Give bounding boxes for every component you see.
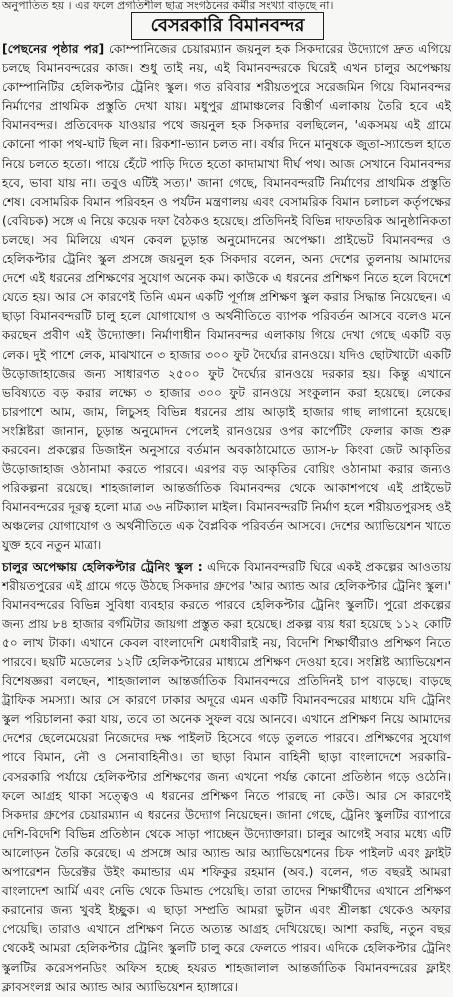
previous-article-tail: অনুপাতিত হয় । এর ফলে প্রগতিশীল ছাত্র সংগঠনের কর্মীর সংখ্যা বাড়ছে না। (2, 0, 334, 12)
paragraph-2 (2, 558, 451, 997)
continued-from-label: [পেছনের পৃষ্ঠার পর] (2, 42, 105, 56)
article-body (2, 40, 451, 994)
paragraph-1 (2, 40, 451, 556)
section-subhead: চালুর অপেক্ষায় হেলিকপ্টার ট্রেনিং স্কুল : (2, 559, 203, 574)
paragraph-1-text: কোম্পানিজের চেয়ারম্যান জয়নুল হক সিকদারের উদ্যোগে দ্রুত এগিয়ে চলছে বিমানবন্দরের কাজ। শুধু তাই নয়, এই বিমানবন্দরকে ঘিরেই এখন চালুর অপেক্ষায় কোম্পানিটির হেলিকপ্টার ট্রেনিং স্কুল। গত রবিবার শরীয়তপুরে সরেজমিন গিয়ে বিমানবন্দর নির্মাণের প্রাথমিক প্রস্তুতি দেখা যায়। মধুপুর গ্রামাঞ্চলের বিস্তীর্ণ এলাকায় তৈরি হবে এই বিমানবন্দর। প্রতিবেদক যাওয়ার পথে জয়নুল হক সিকদার বলছিলেন, 'একসময় এই গ্রামে কোনো পাকা পথ-ঘাট ছিল না। রিকশা-ভ্যান চলত না। বর্ষার দিনে মানুষকে জুতা-স্যান্ডেল হাতে নিয়ে চলতে হতো। পায়ে হেঁটে পাড়ি দিতে হতো কাদামাখা দীর্ঘ পথ। আজ সেখানে বিমানবন্দর হবে, ভাবা যায় না। তবুও এটিই সত্য।' জানা গেছে, বিমানবন্দরটি নির্মাণের প্রাথমিক প্রস্তুতি শেষ। বেসামরিক বিমান পরিবহন ও পর্যটন মন্ত্রণালয় এবং বেসামরিক বিমান চলাচল কর্তৃপক্ষের (বেবিচক) সঙ্গে এ নিয়ে কয়েক দফা বৈঠকও হয়েছে। প্রতিদিনই বিভিন্ন দাফতরিক আনুষ্ঠানিকতা চলছে। সব মিলিয়ে এখন কেবল চূড়ান্ত অনুমোদনের অপেক্ষা। প্রাইভেট বিমানবন্দর ও হেলিকপ্টার ট্রেনিং স্কুল প্রসঙ্গে জয়নুল হক সিকদার বলেন, অন্য দেশের তুলনায় আমাদের দেশে এই ধরনের প্রশিক্ষণের সুযোগ অনেক কম। কাউকে এ ধরনের প্রশিক্ষণ নিতে হলে বিদেশে যেতে হয়। আর সে কারণেই তিনি এমন একটি পূর্ণাঙ্গ প্রশিক্ষণ স্কুল করার সিদ্ধান্ত নিয়েছেন। এ ছাড়া বিমানবন্দরটি চালু হলে যোগাযোগ ও অর্থনীতিতে ব্যাপক পরিবর্তন আসবে বলেও মনে করছেন প্রবীণ এই উদ্যোক্তা। নির্মাণাধীন বিমানবন্দর এলাকায় গিয়ে দেখা গেছে একটি বড় লেক। দুই পাশে লেক, মাঝখানে ৩ হাজার ৩০০ ফুট দৈর্ঘ্যের রানওয়ে। যদিও ছোটখাটো একটি উড়োজাহাজের জন্য সাধারণত ২৫০০ ফুট দৈর্ঘ্যের রানওয়ে দরকার হয়। কিন্তু এখানে ভবিষ্যতে বড় করার লক্ষ্যে ৩ হাজার ৩০০ ফুট রানওয়ে সংকুলান করা হয়েছে। লেকের চারপাশে আম, জাম, লিচুসহ বিভিন্ন ধরনের প্রায় আড়াই হাজার গাছ লাগানো হয়েছে। সংশ্লিষ্টরা জানান, চূড়ান্ত অনুমোদন পেলেই রানওয়ের ওপর কার্পেটিং ফেলার কাজ শুরু করবেন। প্রকল্পের ডিজাইন অনুসারে বর্তমান অবকাঠামোতে ড্যাস-৮ কিংবা জেট আকৃতির উড়োজাহাজ ওঠানামা করতে পারবে। এরপর বড় আকৃতির বোয়িং ওঠানামা করার জন্যও পরিকল্পনা রয়েছে। শাহজালাল আন্তর্জাতিক বিমানবন্দর থেকে আকাশপথে এই প্রাইভেট বিমানবন্দরের দূরত্ব হলো মাত্র ৩৬ নটিক্যাল মাইল। বিমানবন্দরটি নির্মাণ হলে শরীয়তপুরসহ ওই অঞ্চলের যোগাযোগ ও অর্থনীতিতে এক বৈপ্লবিক পরিবর্তন আসবে। দেশের অ্যাভিয়েশন খাতে যুক্ত হবে নতুন মাত্রা। (2, 42, 451, 553)
article-headline: বেসরকারি বিমানবন্দর (131, 12, 324, 40)
paragraph-2-text: এদিকে বিমানবন্দরটি ঘিরে একই প্রকল্পের আওতায় শরীয়তপুরের এই গ্রামে গড়ে উঠছে সিকদার গ্রুপের 'আর অ্যান্ড আর হেলিকপ্টার ট্রেনিং স্কুল।' বিমানবন্দরের বিভিন্ন সুবিধা ব্যবহার করতে পারবে হেলিকপ্টার ট্রেনিং স্কুলটি। পুরো প্রকল্পের জন্য প্রায় ৮৪ হাজার বর্গমিটার জায়গা প্রস্তুত করা হয়েছে। প্রকল্প ব্যয় ধরা হয়েছে ১১২ কোটি ৫০ লাখ টাকা। এখানে কেবল বাংলাদেশি মেধাবীরাই নয়, বিদেশি শিক্ষার্থীরাও প্রশিক্ষণ নিতে পারবে। ছয়টি মডেলের ১২টি হেলিকপ্টারের মাধ্যমে প্রশিক্ষণ দেওয়া হবে। সংশ্লিষ্ট অ্যাভিয়েশন বিশেষজ্ঞরা বলছেন, শাহজালাল আন্তর্জাতিক বিমানবন্দরে প্রতিদিনই চাপ বাড়ছে। বাড়ছে ট্রাফিক সমস্যা। আর সে কারণে ঢাকার অদূরে এমন একটি বিমানবন্দরের মাধ্যমে যদি ট্রেনিং স্কুল পরিচালনা করা যায়, তবে তা অনেক সুফল বয়ে আনবে। এখানে প্রশিক্ষণ নিয়ে আমাদের দেশের ছেলেমেয়েরা নিজেদের দক্ষ পাইলট হিসেবে গড়ে তুলতে পারবে। প্রশিক্ষণের সুযোগ পাবে বিমান, নৌ ও সেনাবাহিনীও। তা ছাড়া বিমান বাহিনী ছাড়া বাংলাদেশে সরকারি-বেসরকারি পর্যায়ে হেলিকপ্টার প্রশিক্ষণের জন্য এখনো পর্যন্ত কোনো প্রতিষ্ঠান গড়ে ওঠেনি। ফলে আগ্রহ থাকা সত্ত্বেও এ ধরনের প্রশিক্ষণ নিতে পারছে না কেউ। আর সে কারণেই সিকদার গ্রুপের চেয়ারম্যান এ ধরনের উদ্যোগ নিয়েছেন। জানা গেছে, ট্রেনিং স্কুলটির ব্যাপারে দেশি-বিদেশি বিভিন্ন প্রতিষ্ঠান থেকে সাড়া পাচ্ছেন উদ্যোক্তারা। চালুর আগেই সবার মধ্যে এটি আলোড়ন তৈরি করেছে। এ প্রসঙ্গে আর অ্যান্ড আর অ্যাভিয়েশনের চিফ পাইলট এবং ফ্লাইট অপারেশন ডিরেক্টর উইং কমান্ডার এম শফিকুর রহমান (অব.) বলেন, গত বছরই আমরা বাংলাদেশ আর্মি এবং নেভি থেকে ডিমান্ড পেয়েছি। তারা তাদের শিক্ষার্থীদের এখানে প্রশিক্ষণ করানোর জন্য খুবই ইচ্ছুক। এ ছাড়া সম্প্রতি আমরা ভুটান এবং শ্রীলঙ্কা থেকেও অফার পেয়েছি। তারাও এখানে প্রশিক্ষণ নিতে অত্যন্ত আগ্রহ দেখিয়েছে। আশা করছি, নতুন বছর থেকেই আমরা হেলিকপ্টার ট্রেনিং স্কুলটি চালু করে ফেলতে পারব। এদিকে হেলিকপ্টার ট্রেনিং স্কুলটির করেসপনডিং অফিস হচ্ছে হযরত শাহজালাল আন্তর্জাতিক বিমানবন্দরের ফ্লাইং ক্লাবসংলগ্ন আর অ্যান্ড আর অ্যাভিয়েশন হ্যাঙ্গারে। (2, 559, 451, 994)
